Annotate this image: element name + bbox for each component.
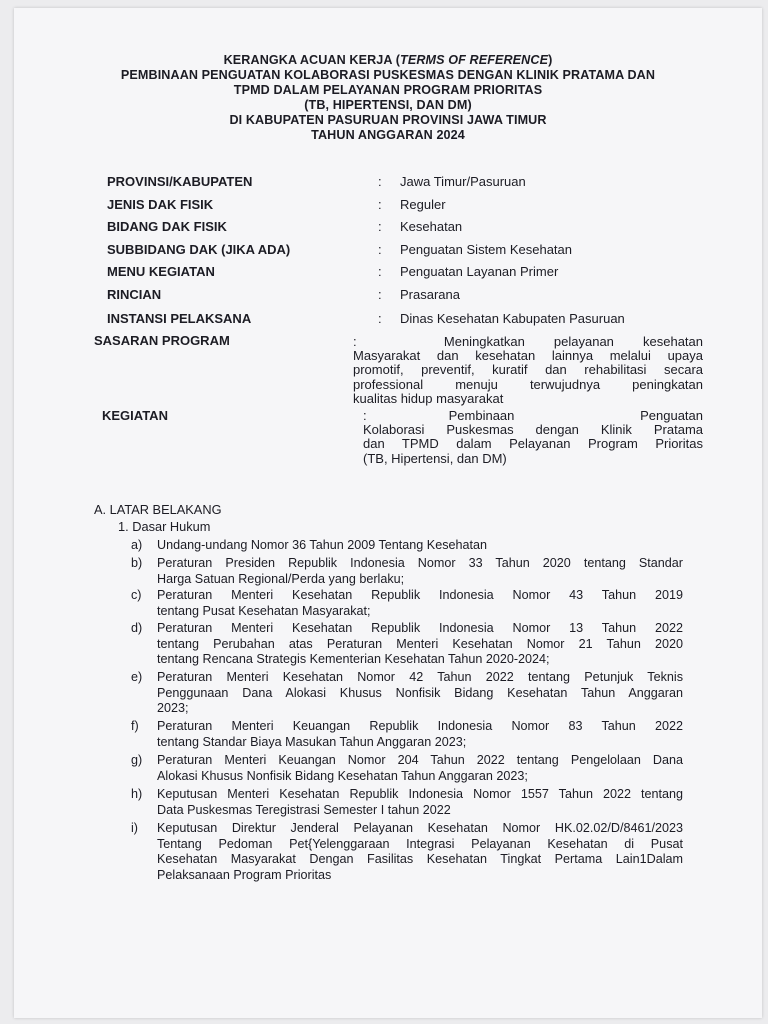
sasaran-line: kualitas hidup masyarakat	[353, 390, 504, 406]
kegiatan-line: Kolaborasi Puskesmas dengan Klinik Pratama	[363, 422, 703, 438]
list-item-line: Pelaksanaan Program Prioritas	[157, 867, 332, 882]
list-item	[131, 719, 683, 750]
list-item-letter: d)	[131, 621, 143, 635]
list-item	[131, 556, 683, 587]
list-item	[131, 821, 683, 883]
info-colon: :	[378, 174, 382, 189]
list-item-line: Peraturan Presiden Republik Indonesia Nomor 33 Tahun 2020 tentang Standar	[157, 556, 683, 570]
list-item-line: Peraturan Menteri Kesehatan Republik Indonesia Nomor 13 Tahun 2022	[157, 621, 683, 635]
kegiatan-line: dan TPMD dalam Pelayanan Program Prioritas	[363, 436, 703, 452]
info-value: Penguatan Sistem Kesehatan	[400, 242, 573, 257]
title-line-6: TAHUN ANGGARAN 2024	[311, 128, 465, 142]
document-title	[14, 53, 762, 143]
list-item-letter: b)	[131, 556, 143, 570]
list-item-line: Data Puskesmas Teregistrasi Semester I tahun 2022	[157, 802, 451, 817]
list-item-line: Tentang Pedoman Pet{Yelenggaraan Integrasi Pelayanan Kesehatan di Pusat	[157, 836, 683, 851]
info-value: Jawa Timur/Pasuruan	[400, 174, 526, 189]
list-item	[131, 588, 683, 619]
info-label: BIDANG DAK FISIK	[107, 219, 227, 234]
title-line-5: DI KABUPATEN PASURUAN PROVINSI JAWA TIMUR	[229, 113, 547, 127]
list-item	[131, 670, 683, 717]
sasaran-line: professional menuju terwujudnya peningkatan	[353, 376, 703, 392]
title-line-4: (TB, HIPERTENSI, DAN DM)	[304, 98, 472, 112]
info-label: MENU KEGIATAN	[107, 264, 215, 279]
list-item-letter: i)	[131, 821, 138, 835]
info-label: PROVINSI/KABUPATEN	[107, 174, 253, 189]
list-item-line: Keputusan Menteri Kesehatan Republik Indonesia Nomor 1557 Tahun 2022 tentang	[157, 787, 683, 801]
list-item-line: Alokasi Khusus Nonfisik Bidang Kesehatan Tahun Anggaran 2023;	[157, 768, 528, 783]
list-item-line: Peraturan Menteri Keuangan Republik Indonesia Nomor 83 Tahun 2022	[157, 719, 683, 733]
sasaran-line: : Meningkatkan pelayanan kesehatan	[353, 334, 703, 349]
info-colon: :	[378, 219, 382, 234]
list-item-line: Harga Satuan Regional/Perda yang berlaku;	[157, 571, 405, 586]
list-item-line: Undang-undang Nomor 36 Tahun 2009 Tentang Kesehatan	[157, 538, 488, 552]
list-item-line: Kesehatan Masyarakat Dengan Fasilitas Kesehatan Tingkat Pertama Lain1Dalam	[157, 852, 683, 866]
title-line-3: TPMD DALAM PELAYANAN PROGRAM PRIORITAS	[233, 83, 543, 97]
subsection-dasar-hukum: 1. Dasar Hukum	[118, 519, 211, 534]
sasaran-line: promotif, preventif, kuratif dan rehabilitasi secara	[353, 362, 703, 378]
list-item-letter: h)	[131, 787, 143, 801]
info-label: JENIS DAK FISIK	[107, 197, 214, 212]
section-heading-latar-belakang: A. LATAR BELAKANG	[94, 502, 222, 517]
sasaran-line: Masyarakat dan kesehatan lainnya melalui upaya	[353, 348, 703, 364]
list-item-line: tentang Rencana Strategis Kementerian Kesehatan Tahun 2020-2024;	[157, 652, 550, 666]
list-item-line: 2023;	[157, 701, 189, 715]
list-item-line: tentang Standar Biaya Masukan Tahun Anggaran 2023;	[157, 734, 467, 749]
list-item-line: tentang Pusat Kesehatan Masyarakat;	[157, 603, 371, 618]
info-colon: :	[378, 242, 382, 257]
list-item	[131, 621, 683, 668]
list-item-letter: g)	[131, 753, 143, 767]
sasaran-text	[353, 335, 703, 406]
list-item-line: Peraturan Menteri Kesehatan Republik Indonesia Nomor 43 Tahun 2019	[157, 588, 683, 602]
list-item-line: tentang Perubahan atas Peraturan Menteri Kesehatan Nomor 21 Tahun 2020	[157, 636, 683, 651]
info-value: Penguatan Layanan Primer	[400, 264, 559, 279]
kegiatan-line: (TB, Hipertensi, dan DM)	[363, 450, 507, 466]
list-item-line: Peraturan Menteri Kesehatan Nomor 42 Tahun 2022 tentang Petunjuk Teknis	[157, 670, 683, 684]
info-colon: :	[378, 264, 382, 279]
info-value: Dinas Kesehatan Kabupaten Pasuruan	[400, 311, 625, 326]
title-line-2: PEMBINAAN PENGUATAN KOLABORASI PUSKESMAS DENGAN KLINIK PRATAMA DAN	[120, 68, 656, 82]
list-item-line: Keputusan Direktur Jenderal Pelayanan Kesehatan Nomor HK.02.02/D/8461/2023	[157, 821, 683, 835]
list-item-letter: f)	[131, 719, 139, 733]
title-line-1: KERANGKA ACUAN KERJA (TERMS OF REFERENCE)	[223, 53, 553, 67]
list-item-letter: e)	[131, 670, 143, 684]
list-item	[131, 753, 683, 784]
info-colon: :	[378, 287, 382, 302]
info-value: Kesehatan	[400, 219, 463, 234]
list-item-line: Peraturan Menteri Keuangan Nomor 204 Tahun 2022 tentang Pengelolaan Dana	[157, 753, 683, 767]
list-item	[131, 538, 683, 554]
list-item-letter: a)	[131, 538, 143, 552]
info-value: Prasarana	[400, 287, 460, 302]
kegiatan-line: : Pembinaan Penguatan	[363, 408, 703, 423]
kegiatan-label: KEGIATAN	[102, 408, 168, 423]
info-value: Reguler	[400, 197, 446, 212]
info-label: SUBBIDANG DAK (JIKA ADA)	[107, 242, 291, 257]
info-colon: :	[378, 311, 382, 326]
info-label: INSTANSI PELAKSANA	[107, 311, 252, 326]
list-item-letter: c)	[131, 588, 142, 602]
document-page	[14, 8, 762, 1018]
info-label: RINCIAN	[107, 287, 162, 302]
kegiatan-text	[363, 409, 703, 466]
info-colon: :	[378, 197, 382, 212]
sasaran-label: SASARAN PROGRAM	[94, 333, 230, 348]
list-item-line: Penggunaan Dana Alokasi Khusus Nonfisik Bidang Kesehatan Tahun Anggaran	[157, 685, 683, 700]
list-item	[131, 787, 683, 818]
